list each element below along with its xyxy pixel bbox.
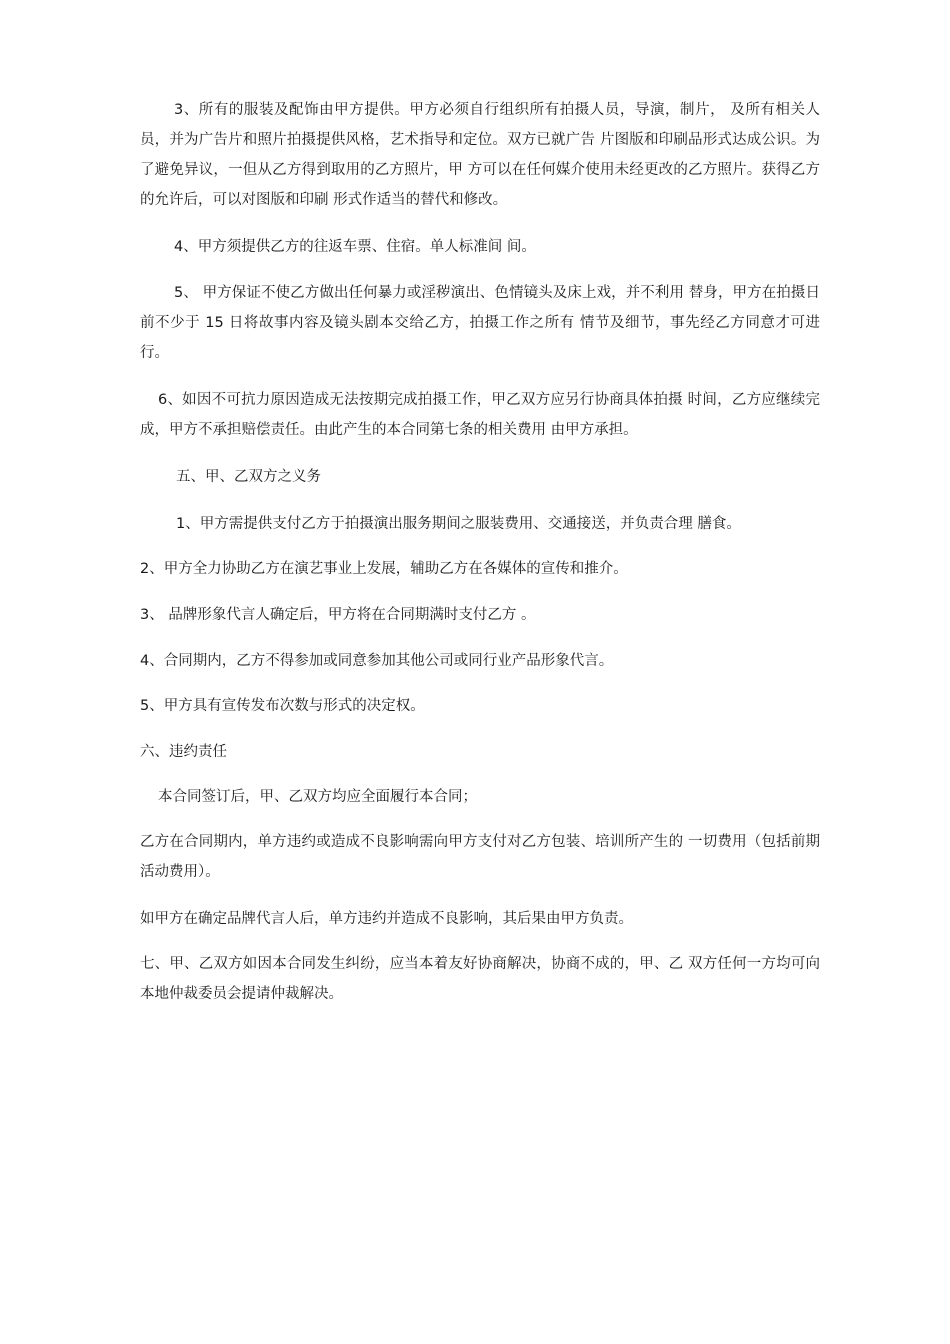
clause-6-force-majeure: 6、如因不可抗力原因造成无法按期完成拍摄工作，甲乙双方应另行协商具体拍摄 时间，乙方应继续完成，甲方不承担赔偿责任。由此产生的本合同第七条的相关费用 由甲方承担。: [140, 392, 820, 438]
breach-party-b: 乙方在合同期内，单方违约或造成不良影响需向甲方支付对乙方包装、培训所产生的 一切费用（包括前期活动费用）。: [140, 834, 820, 880]
section-7-dispute: 七、甲、乙双方如因本合同发生纠纷，应当本着友好协商解决，协商不成的，甲、乙 双方任何一方均可向本地仲裁委员会提请仲裁解决。: [140, 956, 820, 1002]
breach-party-a: 如甲方在确定品牌代言人后，单方违约并造成不良影响，其后果由甲方负责。: [140, 911, 633, 927]
obligation-4: 4、合同期内，乙方不得参加或同意参加其他公司或同行业产品形象代言。: [140, 653, 614, 669]
obligation-2: 2、甲方全力协助乙方在演艺事业上发展，辅助乙方在各媒体的宣传和推介。: [140, 561, 628, 577]
clause-4-travel: 4、甲方须提供乙方的往返车票、住宿。单人标准间 间。: [174, 239, 536, 255]
obligation-5: 5、甲方具有宣传发布次数与形式的决定权。: [140, 698, 425, 714]
obligation-1: 1、甲方需提供支付乙方于拍摄演出服务期间之服装费用、交通接送，并负责合理 膳食。: [176, 516, 741, 532]
section-5-heading: 五、甲、乙双方之义务: [176, 469, 321, 485]
breach-intro: 本合同签订后，甲、乙双方均应全面履行本合同；: [158, 789, 477, 805]
section-6-heading: 六、违约责任: [140, 744, 227, 760]
obligation-3: 3、 品牌形象代言人确定后，甲方将在合同期满时支付乙方 。: [140, 607, 536, 623]
clause-3-costumes: 3、所有的服装及配饰由甲方提供。甲方必须自行组织所有拍摄人员，导演，制片， 及所有相关人员，并为广告片和照片拍摄提供风格，艺术指导和定位。双方已就广告 片图版和印刷品形式达成公识。为了避免异议，一但从乙方得到取用的乙方照片，甲 方可以在任何媒介使用未经更改的乙方照片。获得乙方的允许后，可以对图版和印刷 形式作适当的替代和修改。: [140, 102, 820, 208]
clause-5-content-guarantee: 5、 甲方保证不使乙方做出任何暴力或淫秽演出、色情镜头及床上戏，并不利用 替身，甲方在拍摄日前不少于 15 日将故事内容及镜头剧本交给乙方，拍摄工作之所有 情节及细节，事先经乙方同意才可进行。: [140, 285, 820, 361]
